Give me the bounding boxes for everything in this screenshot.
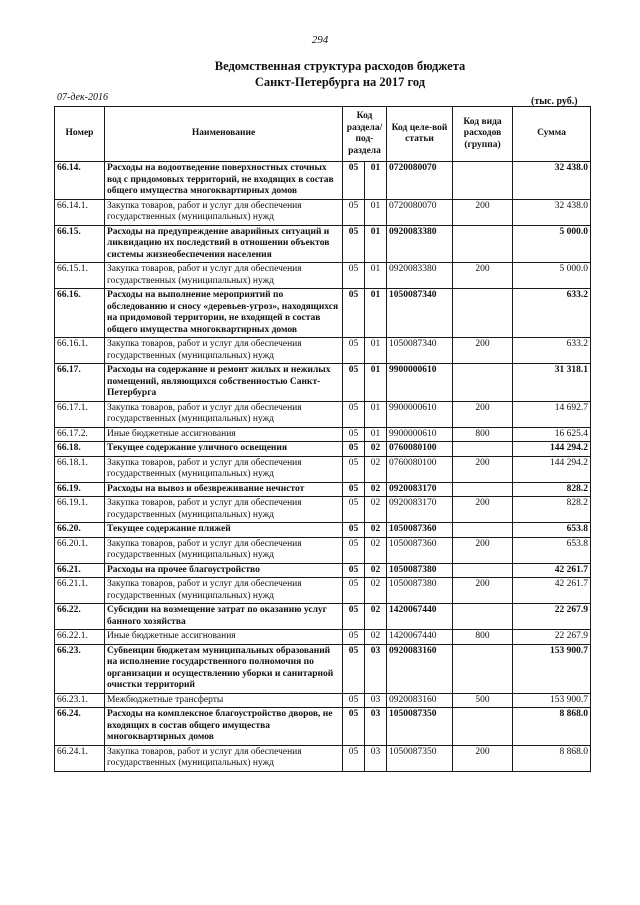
row-number: 66.16.1.	[55, 338, 105, 364]
row-target-code: 0720080070	[387, 199, 453, 225]
row-amount: 8 868.0	[513, 745, 591, 771]
row-name: Расходы на содержание и ремонт жилых и нежилых помещений, являющихся собственностью Санкт-Петербурга	[105, 364, 343, 402]
row-name: Иные бюджетные ассигнования	[105, 630, 343, 645]
row-section-code: 05	[343, 338, 365, 364]
row-section-code: 05	[343, 162, 365, 200]
row-expense-type: 200	[453, 199, 513, 225]
row-expense-type	[453, 364, 513, 402]
row-target-code: 1420067440	[387, 630, 453, 645]
table-row	[55, 364, 591, 402]
row-target-code: 1050087340	[387, 289, 453, 338]
row-expense-type: 500	[453, 693, 513, 708]
row-target-code: 0920083170	[387, 482, 453, 497]
row-expense-type: 200	[453, 497, 513, 523]
row-expense-type	[453, 225, 513, 263]
row-number: 66.24.1.	[55, 745, 105, 771]
row-name: Текущее содержание уличного освещения	[105, 442, 343, 457]
row-section-code: 05	[343, 427, 365, 442]
header-target: Код целе-вой статьи	[387, 107, 453, 162]
row-section-code: 05	[343, 745, 365, 771]
row-name: Межбюджетные трансферты	[105, 693, 343, 708]
row-target-code: 1420067440	[387, 604, 453, 630]
row-number: 66.24.	[55, 708, 105, 746]
row-name: Расходы на прочее благоустройство	[105, 563, 343, 578]
row-subsection-code: 01	[365, 225, 387, 263]
row-amount: 144 294.2	[513, 442, 591, 457]
row-section-code: 05	[343, 442, 365, 457]
row-number: 66.20.1.	[55, 537, 105, 563]
row-expense-type	[453, 289, 513, 338]
row-amount: 633.2	[513, 289, 591, 338]
units-label: (тыс. руб.)	[531, 96, 578, 107]
row-number: 66.17.1.	[55, 401, 105, 427]
row-amount: 653.8	[513, 523, 591, 538]
row-section-code: 05	[343, 708, 365, 746]
row-target-code: 0920083160	[387, 693, 453, 708]
table-row	[55, 537, 591, 563]
row-number: 66.22.	[55, 604, 105, 630]
row-name: Закупка товаров, работ и услуг для обеспечения государственных (муниципальных) нужд	[105, 537, 343, 563]
table-row	[55, 289, 591, 338]
row-name: Закупка товаров, работ и услуг для обеспечения государственных (муниципальных) нужд	[105, 199, 343, 225]
row-amount: 144 294.2	[513, 456, 591, 482]
row-subsection-code: 02	[365, 523, 387, 538]
row-subsection-code: 01	[365, 199, 387, 225]
row-amount: 42 261.7	[513, 578, 591, 604]
row-section-code: 05	[343, 199, 365, 225]
row-section-code: 05	[343, 630, 365, 645]
row-name: Закупка товаров, работ и услуг для обеспечения государственных (муниципальных) нужд	[105, 456, 343, 482]
row-name: Закупка товаров, работ и услуг для обеспечения государственных (муниципальных) нужд	[105, 338, 343, 364]
row-expense-type	[453, 482, 513, 497]
header-number: Номер	[55, 107, 105, 162]
row-expense-type: 200	[453, 338, 513, 364]
row-expense-type: 200	[453, 401, 513, 427]
row-subsection-code: 01	[365, 289, 387, 338]
table-row	[55, 442, 591, 457]
row-number: 66.14.	[55, 162, 105, 200]
table-header-row	[55, 107, 591, 162]
row-section-code: 05	[343, 263, 365, 289]
row-subsection-code: 03	[365, 644, 387, 693]
table-row	[55, 604, 591, 630]
table-row	[55, 199, 591, 225]
row-subsection-code: 02	[365, 482, 387, 497]
row-target-code: 0920083170	[387, 497, 453, 523]
row-number: 66.18.	[55, 442, 105, 457]
row-expense-type: 200	[453, 263, 513, 289]
row-number: 66.15.	[55, 225, 105, 263]
row-amount: 14 692.7	[513, 401, 591, 427]
row-amount: 653.8	[513, 537, 591, 563]
row-subsection-code: 02	[365, 497, 387, 523]
row-subsection-code: 02	[365, 563, 387, 578]
row-number: 66.21.	[55, 563, 105, 578]
document-date: 07-дек-2016	[57, 92, 108, 103]
row-number: 66.20.	[55, 523, 105, 538]
table-row	[55, 563, 591, 578]
row-expense-type	[453, 523, 513, 538]
row-target-code: 9900000610	[387, 401, 453, 427]
row-target-code: 1050087380	[387, 578, 453, 604]
table-row	[55, 401, 591, 427]
row-amount: 32 438.0	[513, 162, 591, 200]
row-amount: 828.2	[513, 482, 591, 497]
table-row	[55, 456, 591, 482]
row-amount: 31 318.1	[513, 364, 591, 402]
table-row	[55, 708, 591, 746]
row-expense-type: 200	[453, 578, 513, 604]
page-number: 294	[311, 34, 329, 46]
row-section-code: 05	[343, 523, 365, 538]
row-name: Иные бюджетные ассигнования	[105, 427, 343, 442]
row-section-code: 05	[343, 456, 365, 482]
row-target-code: 0720080070	[387, 162, 453, 200]
row-name: Субсидии на возмещение затрат по оказанию услуг банного хозяйства	[105, 604, 343, 630]
row-expense-type: 200	[453, 537, 513, 563]
row-target-code: 0760080100	[387, 442, 453, 457]
row-number: 66.15.1.	[55, 263, 105, 289]
row-target-code: 1050087380	[387, 563, 453, 578]
row-subsection-code: 03	[365, 708, 387, 746]
table-row	[55, 162, 591, 200]
row-section-code: 05	[343, 497, 365, 523]
row-amount: 42 261.7	[513, 563, 591, 578]
header-amount: Сумма	[513, 107, 591, 162]
row-amount: 153 900.7	[513, 693, 591, 708]
row-section-code: 05	[343, 289, 365, 338]
row-target-code: 1050087350	[387, 708, 453, 746]
row-section-code: 05	[343, 604, 365, 630]
row-subsection-code: 02	[365, 537, 387, 563]
table-row	[55, 630, 591, 645]
document-title	[60, 58, 620, 90]
row-subsection-code: 03	[365, 693, 387, 708]
row-amount: 5 000.0	[513, 263, 591, 289]
row-subsection-code: 01	[365, 427, 387, 442]
header-name: Наименование	[105, 107, 343, 162]
row-subsection-code: 02	[365, 456, 387, 482]
row-section-code: 05	[343, 578, 365, 604]
row-number: 66.19.	[55, 482, 105, 497]
table-row	[55, 644, 591, 693]
row-name: Расходы на выполнение мероприятий по обследованию и сносу «деревьев-угроз», находящихся на придомовой территории, не входящей в состав общего имущества многоквартирных домов	[105, 289, 343, 338]
row-subsection-code: 01	[365, 162, 387, 200]
row-name: Текущее содержание пляжей	[105, 523, 343, 538]
table-row	[55, 693, 591, 708]
row-expense-type	[453, 644, 513, 693]
header-expense-type: Код вида расходов (группа)	[453, 107, 513, 162]
row-target-code: 0920083160	[387, 644, 453, 693]
row-target-code: 9900000610	[387, 364, 453, 402]
table-row	[55, 225, 591, 263]
row-number: 66.22.1.	[55, 630, 105, 645]
row-expense-type	[453, 604, 513, 630]
row-subsection-code: 02	[365, 604, 387, 630]
row-section-code: 05	[343, 482, 365, 497]
row-expense-type: 800	[453, 427, 513, 442]
row-name: Закупка товаров, работ и услуг для обеспечения государственных (муниципальных) нужд	[105, 578, 343, 604]
table-row	[55, 338, 591, 364]
row-target-code: 1050087360	[387, 523, 453, 538]
row-section-code: 05	[343, 644, 365, 693]
row-amount: 5 000.0	[513, 225, 591, 263]
row-expense-type	[453, 563, 513, 578]
row-amount: 633.2	[513, 338, 591, 364]
row-expense-type	[453, 442, 513, 457]
row-amount: 22 267.9	[513, 630, 591, 645]
row-expense-type: 200	[453, 745, 513, 771]
row-subsection-code: 01	[365, 338, 387, 364]
row-expense-type: 200	[453, 456, 513, 482]
row-number: 66.21.1.	[55, 578, 105, 604]
row-subsection-code: 01	[365, 263, 387, 289]
row-name: Расходы на вывоз и обезвреживание нечистот	[105, 482, 343, 497]
row-target-code: 0760080100	[387, 456, 453, 482]
row-subsection-code: 01	[365, 401, 387, 427]
row-subsection-code: 03	[365, 745, 387, 771]
row-number: 66.16.	[55, 289, 105, 338]
row-section-code: 05	[343, 225, 365, 263]
budget-table	[54, 106, 591, 772]
row-expense-type	[453, 162, 513, 200]
row-subsection-code: 02	[365, 578, 387, 604]
row-section-code: 05	[343, 537, 365, 563]
row-target-code: 0920083380	[387, 225, 453, 263]
row-expense-type	[453, 708, 513, 746]
row-amount: 22 267.9	[513, 604, 591, 630]
title-line-2: Санкт-Петербурга на 2017 год	[254, 75, 426, 89]
row-amount: 16 625.4	[513, 427, 591, 442]
row-target-code: 0920083380	[387, 263, 453, 289]
row-section-code: 05	[343, 364, 365, 402]
row-number: 66.17.	[55, 364, 105, 402]
row-name: Расходы на водоотведение поверхностных сточных вод с придомовых территорий, не входящих в состав общего имущества многоквартирных домов	[105, 162, 343, 200]
row-target-code: 1050087360	[387, 537, 453, 563]
header-section: Код раздела/ под-раздела	[343, 107, 387, 162]
row-section-code: 05	[343, 693, 365, 708]
row-amount: 32 438.0	[513, 199, 591, 225]
row-name: Расходы на предупреждение аварийных ситуаций и ликвидацию их последствий в отношении объектов системы жизнеобеспечения населения	[105, 225, 343, 263]
row-target-code: 9900000610	[387, 427, 453, 442]
table-row	[55, 263, 591, 289]
row-name: Закупка товаров, работ и услуг для обеспечения государственных (муниципальных) нужд	[105, 263, 343, 289]
row-target-code: 1050087350	[387, 745, 453, 771]
row-name: Закупка товаров, работ и услуг для обеспечения государственных (муниципальных) нужд	[105, 497, 343, 523]
row-subsection-code: 02	[365, 442, 387, 457]
row-number: 66.23.1.	[55, 693, 105, 708]
row-expense-type: 800	[453, 630, 513, 645]
row-subsection-code: 01	[365, 364, 387, 402]
table-row	[55, 497, 591, 523]
table-row	[55, 427, 591, 442]
row-section-code: 05	[343, 401, 365, 427]
row-number: 66.14.1.	[55, 199, 105, 225]
row-number: 66.17.2.	[55, 427, 105, 442]
row-section-code: 05	[343, 563, 365, 578]
table-row	[55, 523, 591, 538]
row-name: Закупка товаров, работ и услуг для обеспечения государственных (муниципальных) нужд	[105, 745, 343, 771]
table-row	[55, 578, 591, 604]
row-name: Субвенции бюджетам муниципальных образований на исполнение государственного полномочия по организации и осуществлению уборки и санитарной очистки территорий	[105, 644, 343, 693]
table-row	[55, 745, 591, 771]
row-subsection-code: 02	[365, 630, 387, 645]
title-line-1: Ведомственная структура расходов бюджета	[214, 59, 466, 73]
row-number: 66.23.	[55, 644, 105, 693]
row-number: 66.19.1.	[55, 497, 105, 523]
row-number: 66.18.1.	[55, 456, 105, 482]
row-amount: 153 900.7	[513, 644, 591, 693]
row-amount: 8 868.0	[513, 708, 591, 746]
table-body	[55, 162, 591, 772]
table-row	[55, 482, 591, 497]
row-name: Закупка товаров, работ и услуг для обеспечения государственных (муниципальных) нужд	[105, 401, 343, 427]
row-name: Расходы на комплексное благоустройство дворов, не входящих в состав общего имущества многоквартирных домов	[105, 708, 343, 746]
row-target-code: 1050087340	[387, 338, 453, 364]
row-amount: 828.2	[513, 497, 591, 523]
